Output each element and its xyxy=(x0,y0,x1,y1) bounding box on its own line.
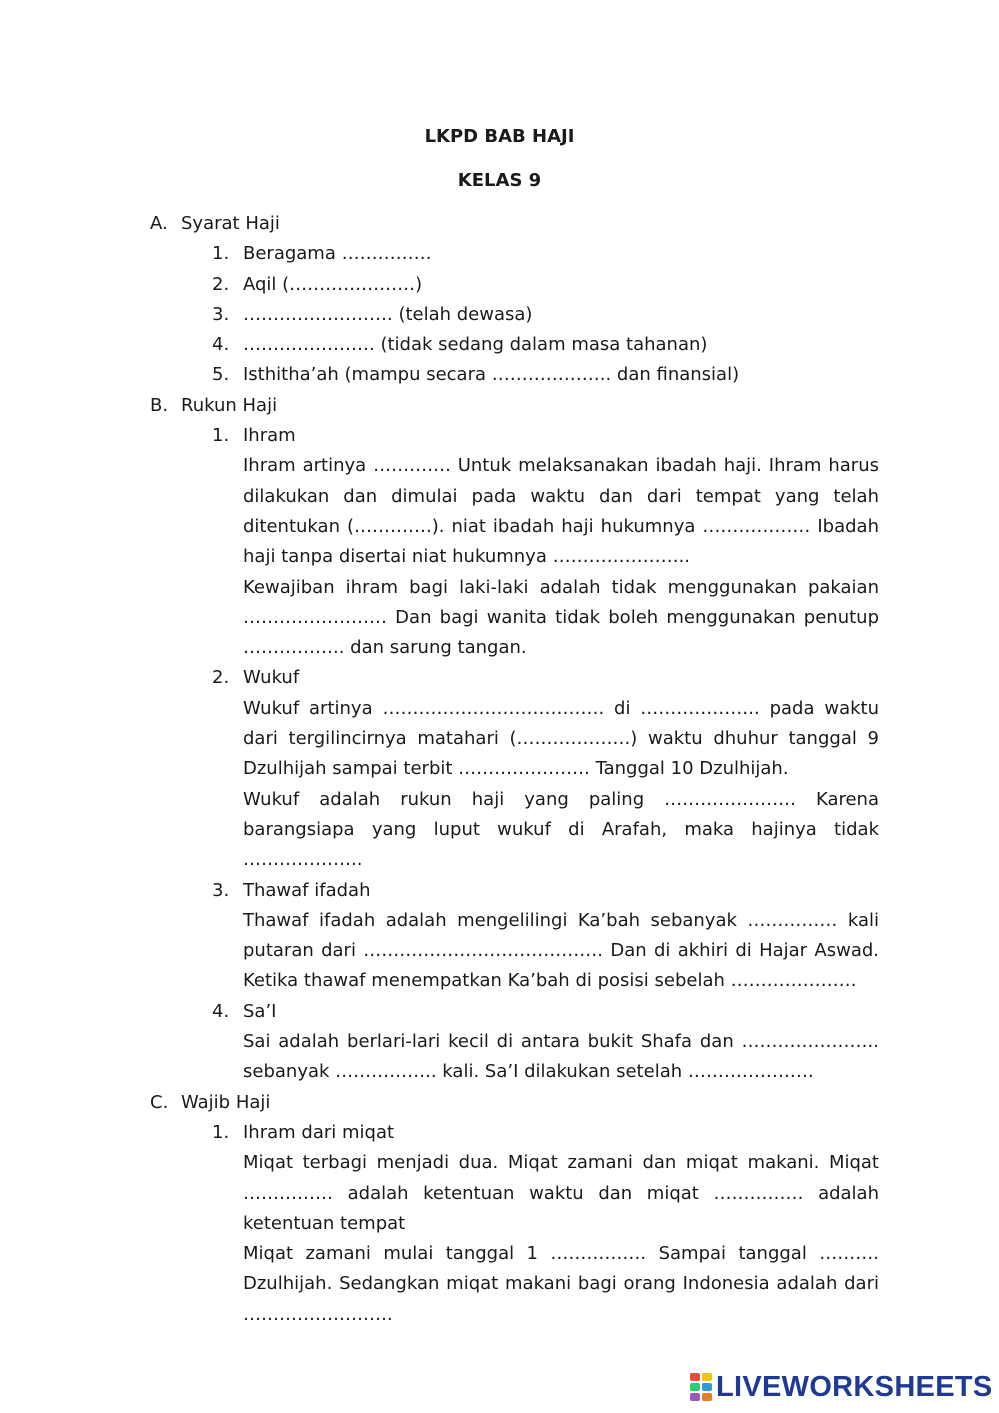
item-text: Ihram dari miqat xyxy=(243,1121,395,1143)
item-number: 1. xyxy=(212,243,230,265)
item-number: 3. xyxy=(212,879,230,901)
worksheet-content xyxy=(150,209,879,1330)
liveworksheets-brand-text: LIVEWORKSHEETS xyxy=(716,1370,993,1403)
item-number: 2. xyxy=(212,667,230,689)
section-heading: Rukun Haji xyxy=(181,394,278,416)
list-item xyxy=(181,876,879,997)
section-label: C. xyxy=(150,1091,169,1113)
item-text: ……………………. (telah dewasa) xyxy=(243,303,533,325)
logo-square xyxy=(702,1393,712,1401)
item-paragraph: Sai adalah berlari-lari kecil di antara bukit Shafa dan ………………….. sebanyak …………….. kali. Sa’I dilakukan setelah ………………… xyxy=(243,1031,879,1083)
section-heading: Wajib Haji xyxy=(181,1091,271,1113)
list-item xyxy=(181,239,879,269)
logo-square xyxy=(690,1393,700,1401)
list-item xyxy=(181,421,879,663)
item-paragraph: Kewajiban ihram bagi laki-laki adalah tidak menggunakan pakaian …………………… Dan bagi wanita tidak boleh menggunakan penutup …………….. dan sarung tangan. xyxy=(243,576,879,659)
list-item xyxy=(181,300,879,330)
liveworksheets-logo xyxy=(690,1371,993,1403)
item-number: 4. xyxy=(212,334,230,356)
list-item xyxy=(181,997,879,1088)
logo-square xyxy=(702,1373,712,1381)
logo-square xyxy=(702,1383,712,1391)
section-b xyxy=(150,391,879,1088)
item-number: 5. xyxy=(212,364,230,386)
logo-square xyxy=(690,1373,700,1381)
section-a xyxy=(150,209,879,391)
list-item xyxy=(181,663,879,875)
item-text: Ihram xyxy=(243,425,296,447)
item-text: Isthitha’ah (mampu secara ……………….. dan finansial) xyxy=(243,364,740,386)
item-paragraph: Ihram artinya …………. Untuk melaksanakan ibadah haji. Ihram harus dilakukan dan dimulai pada waktu dan dari tempat yang telah ditentukan (………….). niat ibadah haji hukumnya ……………… Ibadah haji tanpa disertai niat hukumnya ………………….. xyxy=(243,455,879,568)
document-title: LKPD BAB HAJI xyxy=(424,126,575,147)
list-item xyxy=(181,330,879,360)
item-text: Thawaf ifadah xyxy=(243,879,371,901)
liveworksheets-logo-icon xyxy=(690,1373,712,1401)
section-label: A. xyxy=(150,213,168,234)
item-number: 2. xyxy=(212,273,230,295)
item-number: 3. xyxy=(212,303,230,325)
list-item xyxy=(181,360,879,390)
item-text: Wukuf xyxy=(243,667,300,689)
list-item xyxy=(181,1118,879,1330)
item-number: 1. xyxy=(212,1121,230,1143)
item-paragraph: Miqat zamani mulai tanggal 1 ……………. Sampai tanggal ………. Dzulhijah. Sedangkan miqat makani bagi orang Indonesia adalah dari ……………………. xyxy=(243,1243,879,1325)
item-text: Sa’I xyxy=(243,1000,277,1022)
section-c xyxy=(150,1088,879,1330)
item-paragraph: Wukuf artinya ………………………………. di ……………….. pada waktu dari tergilincirnya matahari (……………….) waktu dhuhur tanggal 9 Dzulhijah sampai terbit …………………. Tanggal 10 Dzulhijah. xyxy=(243,697,879,780)
item-number: 4. xyxy=(212,1000,230,1022)
item-paragraph: Thawaf ifadah adalah mengelilingi Ka’bah sebanyak …………… kali putaran dari …………………………………. Dan di akhiri di Hajar Aswad. Ketika thawaf menempatkan Ka’bah di posisi sebelah ………………… xyxy=(243,909,879,992)
item-text: Beragama …………… xyxy=(243,243,432,265)
item-text: Aqil (…………………) xyxy=(243,273,423,295)
list-item xyxy=(181,270,879,300)
section-heading: Syarat Haji xyxy=(181,213,280,234)
document-subtitle: KELAS 9 xyxy=(457,170,542,191)
logo-square xyxy=(690,1383,700,1391)
item-paragraph: Wukuf adalah rukun haji yang paling …………………. Karena barangsiapa yang luput wukuf di Arafah, maka hajinya tidak ……………….. xyxy=(243,788,879,871)
section-label: B. xyxy=(150,394,169,416)
item-paragraph: Miqat terbagi menjadi dua. Miqat zamani dan miqat makani. Miqat …………… adalah ketentuan waktu dan miqat …………… adalah ketentuan tempat xyxy=(243,1152,879,1234)
item-number: 1. xyxy=(212,425,230,447)
item-text: …………………. (tidak sedang dalam masa tahanan) xyxy=(243,334,708,356)
